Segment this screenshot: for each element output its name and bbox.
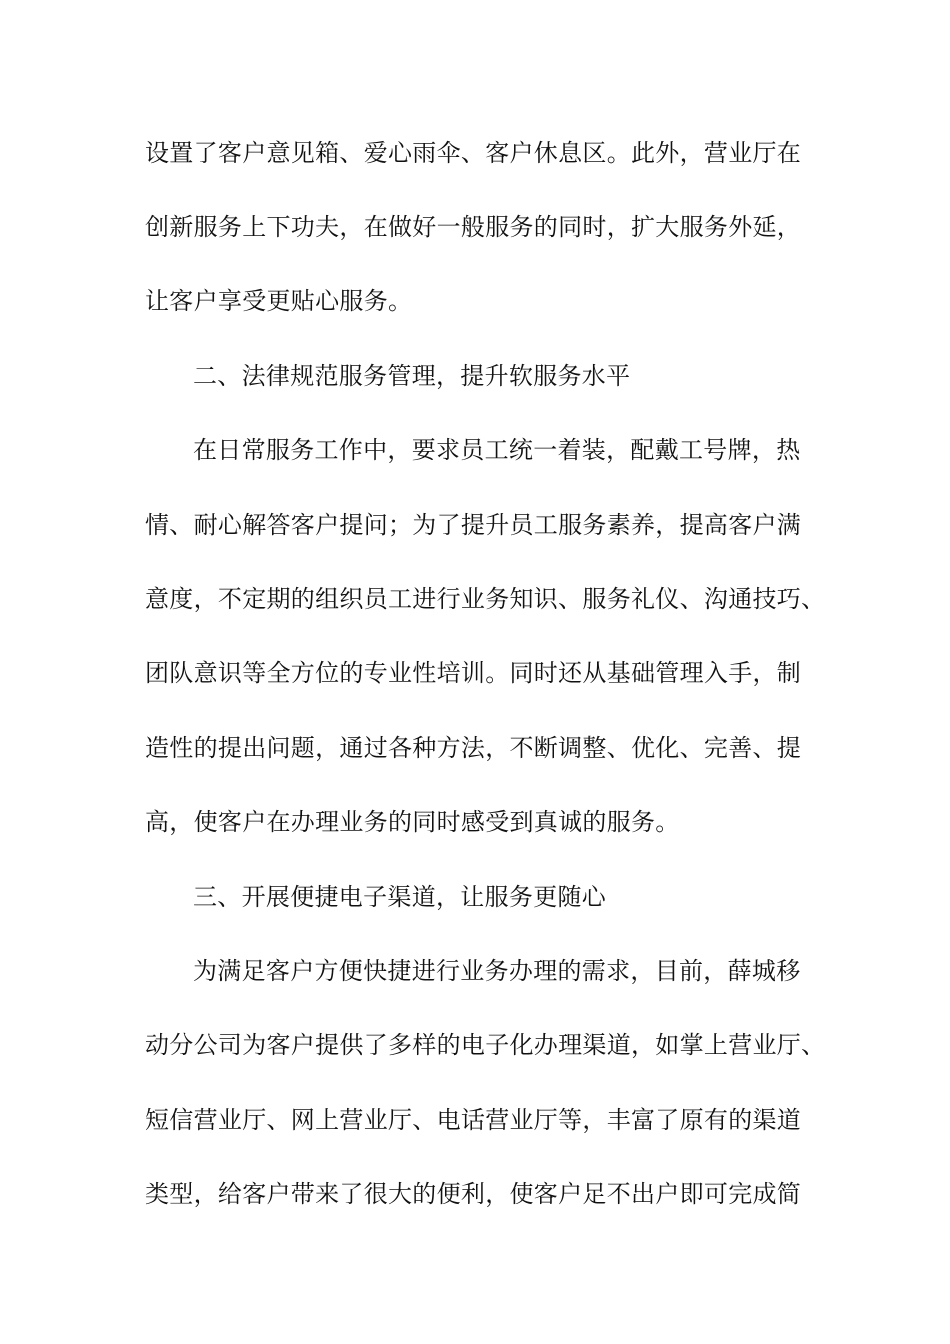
section-heading: 三、开展便捷电子渠道，让服务更随心 — [193, 883, 607, 911]
paragraph-line: 创新服务上下功夫，在做好一般服务的同时，扩大服务外延， — [145, 213, 802, 241]
paragraph-line: 高，使客户在办理业务的同时感受到真诚的服务。 — [145, 808, 680, 836]
paragraph-line: 让客户享受更贴心服务。 — [145, 287, 413, 315]
section-heading: 二、法律规范服务管理，提升软服务水平 — [193, 362, 631, 390]
paragraph-line: 团队意识等全方位的专业性培训。同时还从基础管理入手，制 — [145, 659, 802, 687]
paragraph-line: 为满足客户方便快捷进行业务办理的需求，目前，薛城移 — [193, 957, 801, 985]
paragraph-line: 类型，给客户带来了很大的便利，使客户足不出户即可完成简 — [145, 1180, 802, 1208]
paragraph-line: 在日常服务工作中，要求员工统一着装，配戴工号牌，热 — [193, 436, 801, 464]
paragraph-line: 短信营业厅、网上营业厅、电话营业厅等，丰富了原有的渠道 — [145, 1106, 802, 1134]
paragraph-line: 造性的提出问题，通过各种方法，不断调整、优化、完善、提 — [145, 734, 802, 762]
paragraph-line: 意度，不定期的组织员工进行业务知识、服务礼仪、沟通技巧、 — [145, 585, 826, 613]
paragraph-line: 动分公司为客户提供了多样的电子化办理渠道，如掌上营业厅、 — [145, 1031, 826, 1059]
paragraph-line: 设置了客户意见箱、爱心雨伞、客户休息区。此外，营业厅在 — [145, 139, 802, 167]
paragraph-line: 情、耐心解答客户提问；为了提升员工服务素养，提高客户满 — [145, 511, 802, 539]
